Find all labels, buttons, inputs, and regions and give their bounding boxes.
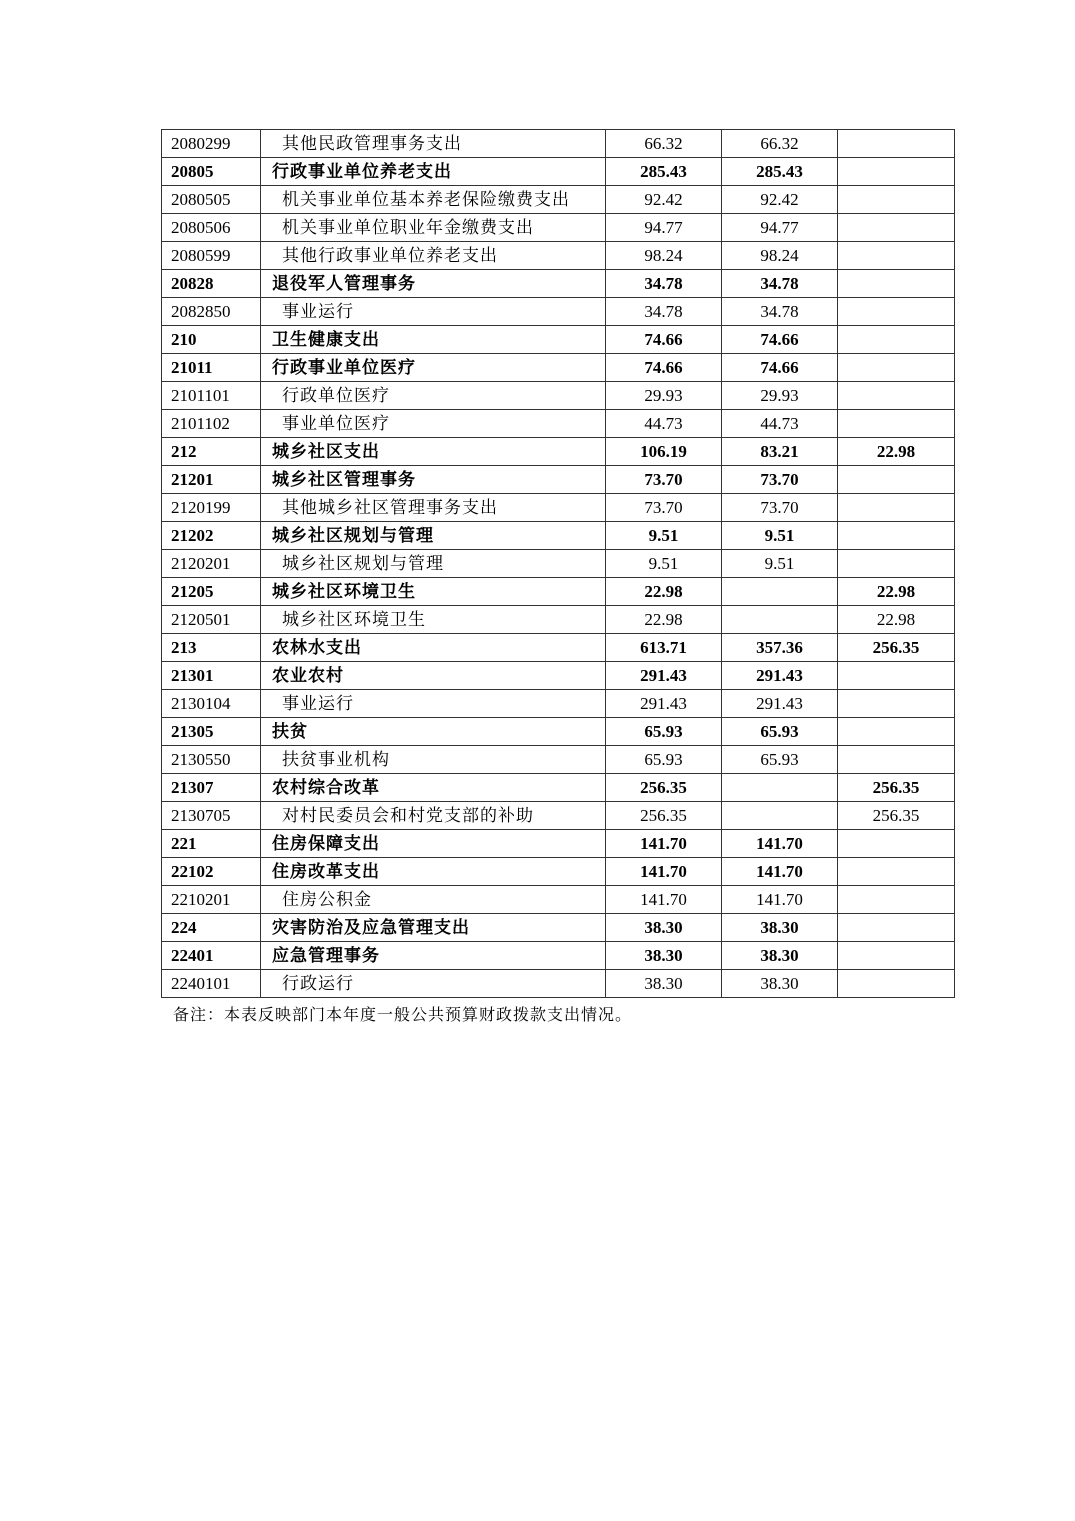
code-cell: 20805: [162, 158, 261, 186]
total-cell: 141.70: [606, 830, 722, 858]
name-cell: 灾害防治及应急管理支出: [261, 914, 606, 942]
project-expenditure-cell: [838, 858, 955, 886]
table-row: [162, 802, 955, 830]
project-expenditure-cell: 256.35: [838, 774, 955, 802]
basic-expenditure-cell: 34.78: [722, 270, 838, 298]
total-cell: 94.77: [606, 214, 722, 242]
total-cell: 73.70: [606, 494, 722, 522]
table-row: [162, 522, 955, 550]
total-cell: 613.71: [606, 634, 722, 662]
total-cell: 66.32: [606, 130, 722, 158]
code-cell: 2130705: [162, 802, 261, 830]
total-cell: 38.30: [606, 914, 722, 942]
table-row: [162, 830, 955, 858]
table-row: [162, 718, 955, 746]
table-row: [162, 242, 955, 270]
table-row: [162, 438, 955, 466]
table-row: [162, 382, 955, 410]
code-cell: 2130104: [162, 690, 261, 718]
code-cell: 21305: [162, 718, 261, 746]
basic-expenditure-cell: 38.30: [722, 942, 838, 970]
project-expenditure-cell: 256.35: [838, 802, 955, 830]
code-cell: 2240101: [162, 970, 261, 998]
basic-expenditure-cell: 357.36: [722, 634, 838, 662]
name-cell: 农村综合改革: [261, 774, 606, 802]
code-cell: 2120201: [162, 550, 261, 578]
basic-expenditure-cell: 66.32: [722, 130, 838, 158]
code-cell: 2101102: [162, 410, 261, 438]
project-expenditure-cell: [838, 690, 955, 718]
table-row: [162, 662, 955, 690]
total-cell: 65.93: [606, 746, 722, 774]
name-cell: 住房公积金: [261, 886, 606, 914]
code-cell: 212: [162, 438, 261, 466]
code-cell: 221: [162, 830, 261, 858]
code-cell: 2080299: [162, 130, 261, 158]
code-cell: 21205: [162, 578, 261, 606]
project-expenditure-cell: [838, 494, 955, 522]
table-row: [162, 466, 955, 494]
name-cell: 扶贫事业机构: [261, 746, 606, 774]
table-row: [162, 298, 955, 326]
code-cell: 21011: [162, 354, 261, 382]
total-cell: 9.51: [606, 550, 722, 578]
total-cell: 38.30: [606, 942, 722, 970]
code-cell: 20828: [162, 270, 261, 298]
total-cell: 34.78: [606, 298, 722, 326]
project-expenditure-cell: [838, 186, 955, 214]
table-row: [162, 326, 955, 354]
code-cell: 2120199: [162, 494, 261, 522]
total-cell: 256.35: [606, 774, 722, 802]
basic-expenditure-cell: 94.77: [722, 214, 838, 242]
basic-expenditure-cell: 34.78: [722, 298, 838, 326]
name-cell: 机关事业单位职业年金缴费支出: [261, 214, 606, 242]
basic-expenditure-cell: [722, 802, 838, 830]
name-cell: 事业运行: [261, 298, 606, 326]
table-row: [162, 942, 955, 970]
table-row: [162, 774, 955, 802]
name-cell: 事业单位医疗: [261, 410, 606, 438]
basic-expenditure-cell: 65.93: [722, 718, 838, 746]
basic-expenditure-cell: 141.70: [722, 858, 838, 886]
name-cell: 退役军人管理事务: [261, 270, 606, 298]
project-expenditure-cell: [838, 466, 955, 494]
name-cell: 城乡社区规划与管理: [261, 522, 606, 550]
project-expenditure-cell: [838, 942, 955, 970]
name-cell: 扶贫: [261, 718, 606, 746]
project-expenditure-cell: [838, 718, 955, 746]
basic-expenditure-cell: 65.93: [722, 746, 838, 774]
code-cell: 2080599: [162, 242, 261, 270]
total-cell: 22.98: [606, 606, 722, 634]
table-row: [162, 270, 955, 298]
name-cell: 农林水支出: [261, 634, 606, 662]
total-cell: 38.30: [606, 970, 722, 998]
basic-expenditure-cell: 38.30: [722, 970, 838, 998]
name-cell: 其他行政事业单位养老支出: [261, 242, 606, 270]
basic-expenditure-cell: 141.70: [722, 886, 838, 914]
table-row: [162, 858, 955, 886]
name-cell: 其他民政管理事务支出: [261, 130, 606, 158]
table-row: [162, 970, 955, 998]
code-cell: 21307: [162, 774, 261, 802]
total-cell: 92.42: [606, 186, 722, 214]
project-expenditure-cell: 22.98: [838, 438, 955, 466]
basic-expenditure-cell: 38.30: [722, 914, 838, 942]
budget-expenditure-table: [161, 129, 955, 998]
table-row: [162, 158, 955, 186]
name-cell: 城乡社区规划与管理: [261, 550, 606, 578]
table-row: [162, 914, 955, 942]
project-expenditure-cell: [838, 522, 955, 550]
total-cell: 44.73: [606, 410, 722, 438]
basic-expenditure-cell: 285.43: [722, 158, 838, 186]
project-expenditure-cell: [838, 662, 955, 690]
name-cell: 城乡社区支出: [261, 438, 606, 466]
table-note: 备注：本表反映部门本年度一般公共预算财政拨款支出情况。: [173, 1005, 633, 1024]
table-row: [162, 130, 955, 158]
project-expenditure-cell: [838, 970, 955, 998]
name-cell: 机关事业单位基本养老保险缴费支出: [261, 186, 606, 214]
table-row: [162, 214, 955, 242]
project-expenditure-cell: [838, 270, 955, 298]
table-row: [162, 410, 955, 438]
basic-expenditure-cell: 291.43: [722, 690, 838, 718]
project-expenditure-cell: 22.98: [838, 606, 955, 634]
total-cell: 141.70: [606, 886, 722, 914]
code-cell: 210: [162, 326, 261, 354]
total-cell: 9.51: [606, 522, 722, 550]
basic-expenditure-cell: [722, 578, 838, 606]
name-cell: 城乡社区环境卫生: [261, 578, 606, 606]
code-cell: 22401: [162, 942, 261, 970]
basic-expenditure-cell: [722, 606, 838, 634]
total-cell: 285.43: [606, 158, 722, 186]
total-cell: 106.19: [606, 438, 722, 466]
name-cell: 行政事业单位医疗: [261, 354, 606, 382]
total-cell: 34.78: [606, 270, 722, 298]
basic-expenditure-cell: 141.70: [722, 830, 838, 858]
total-cell: 291.43: [606, 690, 722, 718]
total-cell: 73.70: [606, 466, 722, 494]
code-cell: 21301: [162, 662, 261, 690]
name-cell: 行政事业单位养老支出: [261, 158, 606, 186]
total-cell: 98.24: [606, 242, 722, 270]
total-cell: 29.93: [606, 382, 722, 410]
project-expenditure-cell: [838, 830, 955, 858]
project-expenditure-cell: [838, 130, 955, 158]
code-cell: 2130550: [162, 746, 261, 774]
name-cell: 行政单位医疗: [261, 382, 606, 410]
basic-expenditure-cell: 73.70: [722, 466, 838, 494]
name-cell: 对村民委员会和村党支部的补助: [261, 802, 606, 830]
code-cell: 21202: [162, 522, 261, 550]
total-cell: 65.93: [606, 718, 722, 746]
table-row: [162, 886, 955, 914]
table-row: [162, 354, 955, 382]
project-expenditure-cell: [838, 914, 955, 942]
code-cell: 2101101: [162, 382, 261, 410]
table-row: [162, 634, 955, 662]
project-expenditure-cell: [838, 214, 955, 242]
code-cell: 213: [162, 634, 261, 662]
name-cell: 行政运行: [261, 970, 606, 998]
code-cell: 2210201: [162, 886, 261, 914]
basic-expenditure-cell: 9.51: [722, 522, 838, 550]
basic-expenditure-cell: 74.66: [722, 354, 838, 382]
total-cell: 256.35: [606, 802, 722, 830]
total-cell: 141.70: [606, 858, 722, 886]
table-row: [162, 690, 955, 718]
table-row: [162, 550, 955, 578]
project-expenditure-cell: [838, 354, 955, 382]
total-cell: 74.66: [606, 326, 722, 354]
code-cell: 2082850: [162, 298, 261, 326]
total-cell: 74.66: [606, 354, 722, 382]
basic-expenditure-cell: 92.42: [722, 186, 838, 214]
total-cell: 291.43: [606, 662, 722, 690]
basic-expenditure-cell: 73.70: [722, 494, 838, 522]
basic-expenditure-cell: [722, 774, 838, 802]
project-expenditure-cell: [838, 242, 955, 270]
total-cell: 22.98: [606, 578, 722, 606]
name-cell: 城乡社区环境卫生: [261, 606, 606, 634]
basic-expenditure-cell: 291.43: [722, 662, 838, 690]
name-cell: 应急管理事务: [261, 942, 606, 970]
project-expenditure-cell: 22.98: [838, 578, 955, 606]
basic-expenditure-cell: 98.24: [722, 242, 838, 270]
basic-expenditure-cell: 29.93: [722, 382, 838, 410]
name-cell: 城乡社区管理事务: [261, 466, 606, 494]
name-cell: 其他城乡社区管理事务支出: [261, 494, 606, 522]
project-expenditure-cell: [838, 746, 955, 774]
name-cell: 住房改革支出: [261, 858, 606, 886]
table-row: [162, 494, 955, 522]
project-expenditure-cell: [838, 382, 955, 410]
code-cell: 2120501: [162, 606, 261, 634]
code-cell: 224: [162, 914, 261, 942]
project-expenditure-cell: [838, 298, 955, 326]
table-row: [162, 746, 955, 774]
project-expenditure-cell: [838, 410, 955, 438]
basic-expenditure-cell: 44.73: [722, 410, 838, 438]
code-cell: 22102: [162, 858, 261, 886]
code-cell: 2080505: [162, 186, 261, 214]
name-cell: 农业农村: [261, 662, 606, 690]
code-cell: 2080506: [162, 214, 261, 242]
project-expenditure-cell: [838, 886, 955, 914]
name-cell: 卫生健康支出: [261, 326, 606, 354]
table-row: [162, 186, 955, 214]
basic-expenditure-cell: 74.66: [722, 326, 838, 354]
table-row: [162, 578, 955, 606]
name-cell: 事业运行: [261, 690, 606, 718]
project-expenditure-cell: [838, 158, 955, 186]
basic-expenditure-cell: 9.51: [722, 550, 838, 578]
name-cell: 住房保障支出: [261, 830, 606, 858]
project-expenditure-cell: [838, 326, 955, 354]
basic-expenditure-cell: 83.21: [722, 438, 838, 466]
project-expenditure-cell: 256.35: [838, 634, 955, 662]
table-row: [162, 606, 955, 634]
table-body: [162, 130, 955, 998]
code-cell: 21201: [162, 466, 261, 494]
project-expenditure-cell: [838, 550, 955, 578]
